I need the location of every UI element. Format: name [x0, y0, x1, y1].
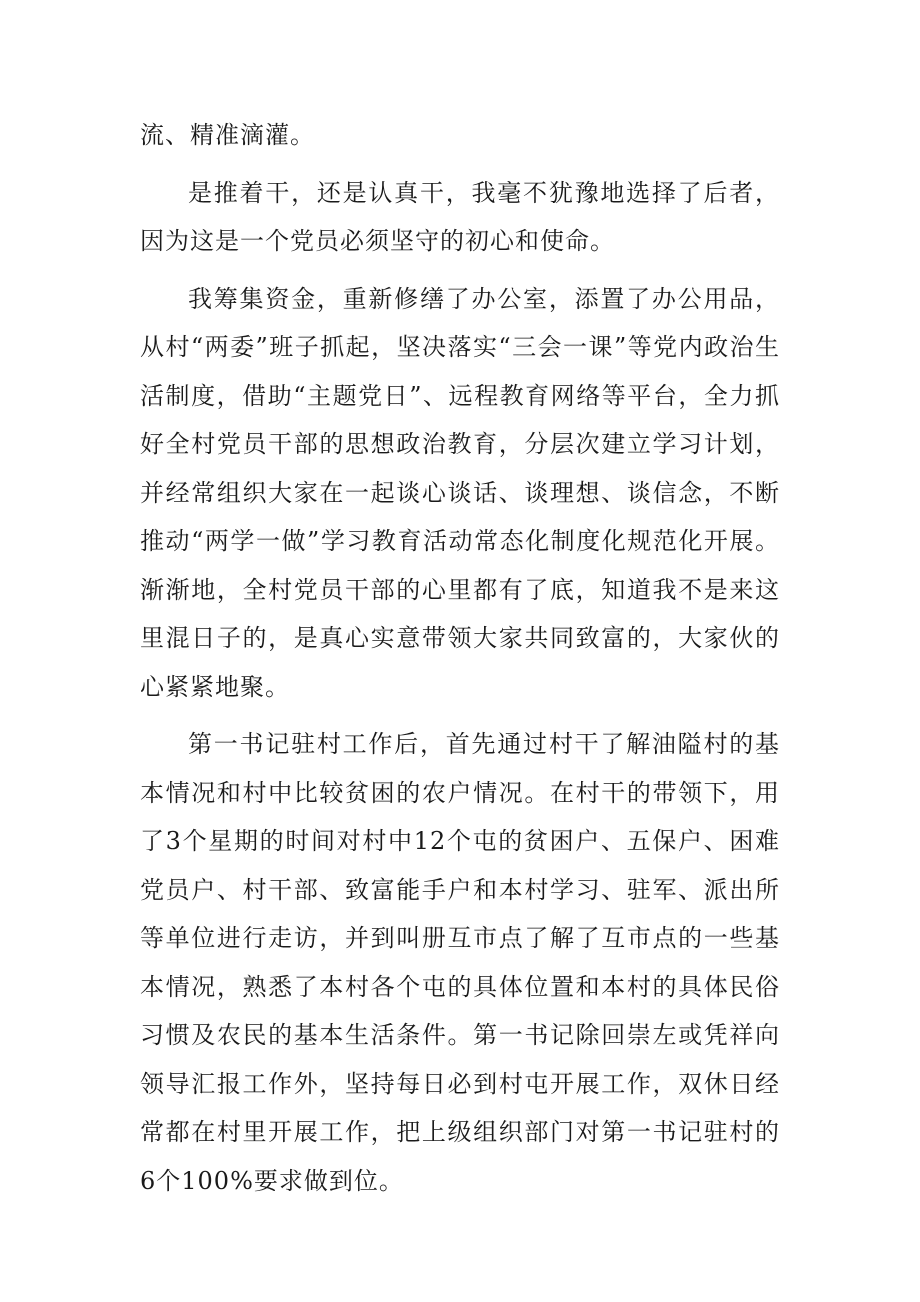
- paragraph-3: 我筹集资金，重新修缮了办公室，添置了办公用品，从村“两委”班子抓起，坚决落实“三会一课”等党内政治生活制度，借助“主题党日”、远程教育网络等平台，全力抓好全村党员干部的思想政治教育，分层次建立学习计划，并经常组织大家在一起谈心谈话、谈理想、谈信念，不断推动“两学一做”学习教育活动常态化制度化规范化开展。渐渐地，全村党员干部的心里都有了底，知道我不是来这里混日子的，是真心实意带领大家共同致富的，大家伙的心紧紧地聚。: [140, 284, 780, 701]
- paragraph-1: 流、精准滴灌。: [140, 121, 315, 149]
- document-body: [140, 111, 780, 1205]
- paragraph-2: 是推着干，还是认真干，我毫不犹豫地选择了后者，因为这是一个党员必须坚守的初心和使命。: [140, 178, 780, 255]
- paragraph-4: 第一书记驻村工作后，首先通过村干了解油隘村的基本情况和村中比较贫困的农户情况。在村干的带领下，用了3个星期的时间对村中12个屯的贫困户、五保户、困难党员户、村干部、致富能手户和本村学习、驻军、派出所等单位进行走访，并到叫册互市点了解了互市点的一些基本情况，熟悉了本村各个屯的具体位置和本村的具体民俗习惯及农民的基本生活条件。第一书记除回崇左或凭祥向领导汇报工作外，坚持每日必到村屯开展工作，双休日经常都在村里开展工作，把上级组织部门对第一书记驻村的6个100%要求做到位。: [140, 730, 780, 1195]
